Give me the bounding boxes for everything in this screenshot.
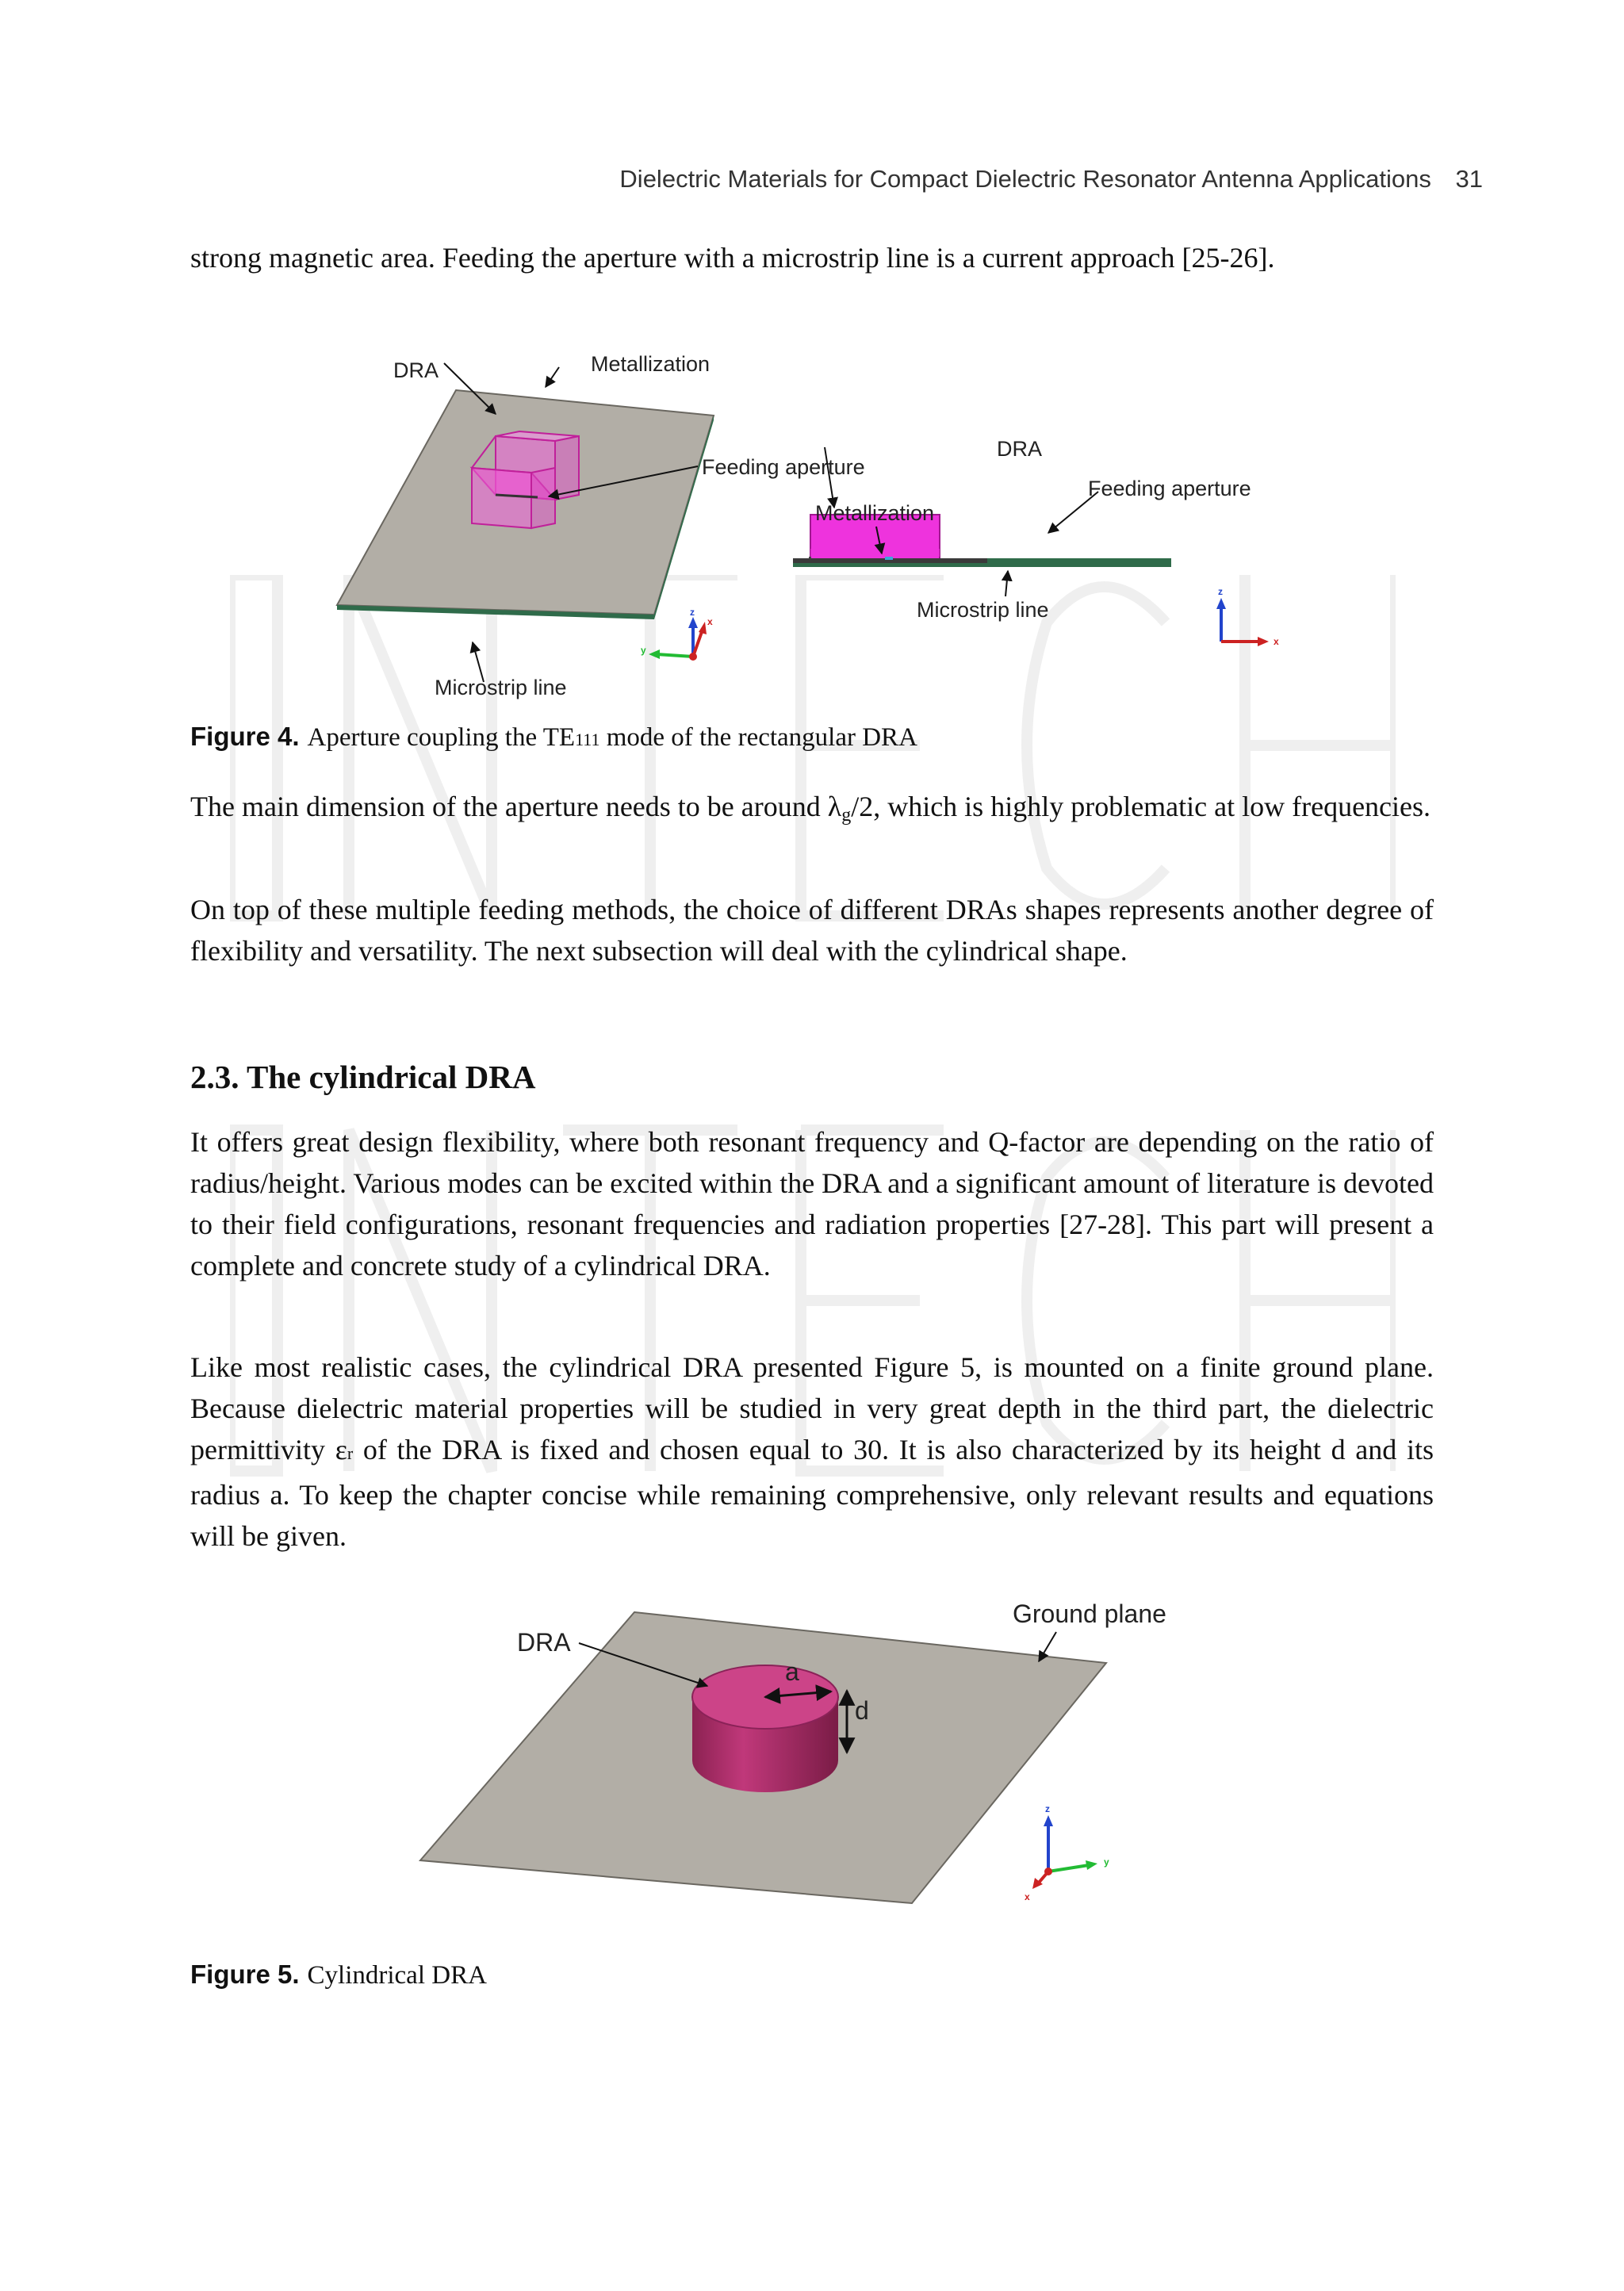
axis-x: x [1025,1891,1030,1902]
paragraph-2-pre: The main dimension of the aperture needs to be around λ [190,791,842,822]
figure-4-caption-label: Figure 4. [190,722,300,751]
axis-x: x [707,616,713,627]
axis-z: z [1045,1803,1050,1814]
figure-5-caption-label: Figure 5. [190,1960,300,1989]
axis-x: x [1274,636,1279,647]
fig4-left-label-metallization: Metallization [591,352,710,376]
paragraph-5-pre: Like most realistic cases, the cylindrical DRA presented Figure 5, is mounted on a finite ground plane. Because dielectric material properties will be studied in very great depth in the third part, the dielectric permittivity ε [190,1351,1434,1465]
page-number: 31 [1455,165,1483,193]
fig4-right-view [793,437,1279,647]
fig5-label-radius: a [785,1657,799,1686]
axis-y: y [1104,1856,1109,1868]
paragraph-3: On top of these multiple feeding methods, the choice of different DRAs shapes represents another degree of flexibility and versatility. The next subsection will deal with the cylindrical shape. [190,894,1434,967]
fig5-label-dra: DRA [517,1628,571,1657]
figure-4-illustration [317,349,1316,706]
cylindrical-dra [692,1665,838,1792]
axis-z: z [690,607,695,618]
paragraph-2-post: /2, which is highly problematic at low frequencies. [851,791,1431,822]
figure-5-illustration [412,1586,1205,1935]
fig5-axis-triad [1025,1803,1109,1902]
paragraph-5-sub: r [347,1443,354,1463]
paragraph-2 [190,786,1434,836]
axis-y: y [641,645,646,656]
fig4-left-label-feeding-aperture: Feeding aperture [702,455,865,479]
fig4-right-axis-triad [1216,586,1279,647]
fig4-right-label-feeding-aperture: Feeding aperture [1088,477,1251,500]
axis-z: z [1218,586,1223,597]
figure-5-caption [190,1960,487,1990]
paragraph-4: It offers great design flexibility, where both resonant frequency and Q-factor are depending on the ratio of radius/height. Various modes can be excited within the DRA and a significant amount of literature is devoted to their field configurations, resonant frequencies and radiation properties [27-28]. This part will present a complete and concrete study of a cylindrical DRA. [190,1126,1434,1282]
fig4-left-label-dra: DRA [393,358,439,382]
fig5-label-ground-plane: Ground plane [1013,1599,1166,1628]
fig4-left-label-microstrip-line: Microstrip line [435,676,567,699]
figure-4-caption [190,722,917,753]
figure-4-caption-post: mode of the rectangular DRA [599,723,917,752]
fig5-label-height: d [855,1696,869,1725]
paragraph-5-post: of the DRA is fixed and chosen equal to 30. It is also characterized by its height d and its radius a. To keep the chapter concise while remaining comprehensive, only relevant results and equations will be given. [190,1434,1434,1552]
fig4-left-view [337,352,865,699]
figure-5-caption-text: Cylindrical DRA [307,1961,487,1990]
microstrip-line-side [793,563,1171,567]
fig4-right-label-microstrip-line: Microstrip line [917,598,1049,622]
figure-4-caption-pre: Aperture coupling the TE [307,723,576,752]
substrate-line [987,558,1171,564]
paragraph-2-sub: g [841,805,852,826]
aperture-marker [885,557,893,560]
paragraph-1: strong magnetic area. Feeding the aperture with a microstrip line is a current approach [25-26]. [190,242,1275,274]
paragraph-5 [190,1347,1434,1557]
running-header [190,165,1483,193]
running-title: Dielectric Materials for Compact Dielectric Resonator Antenna Applications [619,165,1431,193]
figure-4-caption-sub: 111 [575,730,600,749]
fig4-right-label-dra: DRA [997,437,1043,461]
fig4-right-label-metallization: Metallization [815,501,935,525]
section-heading: 2.3. The cylindrical DRA [190,1059,536,1095]
